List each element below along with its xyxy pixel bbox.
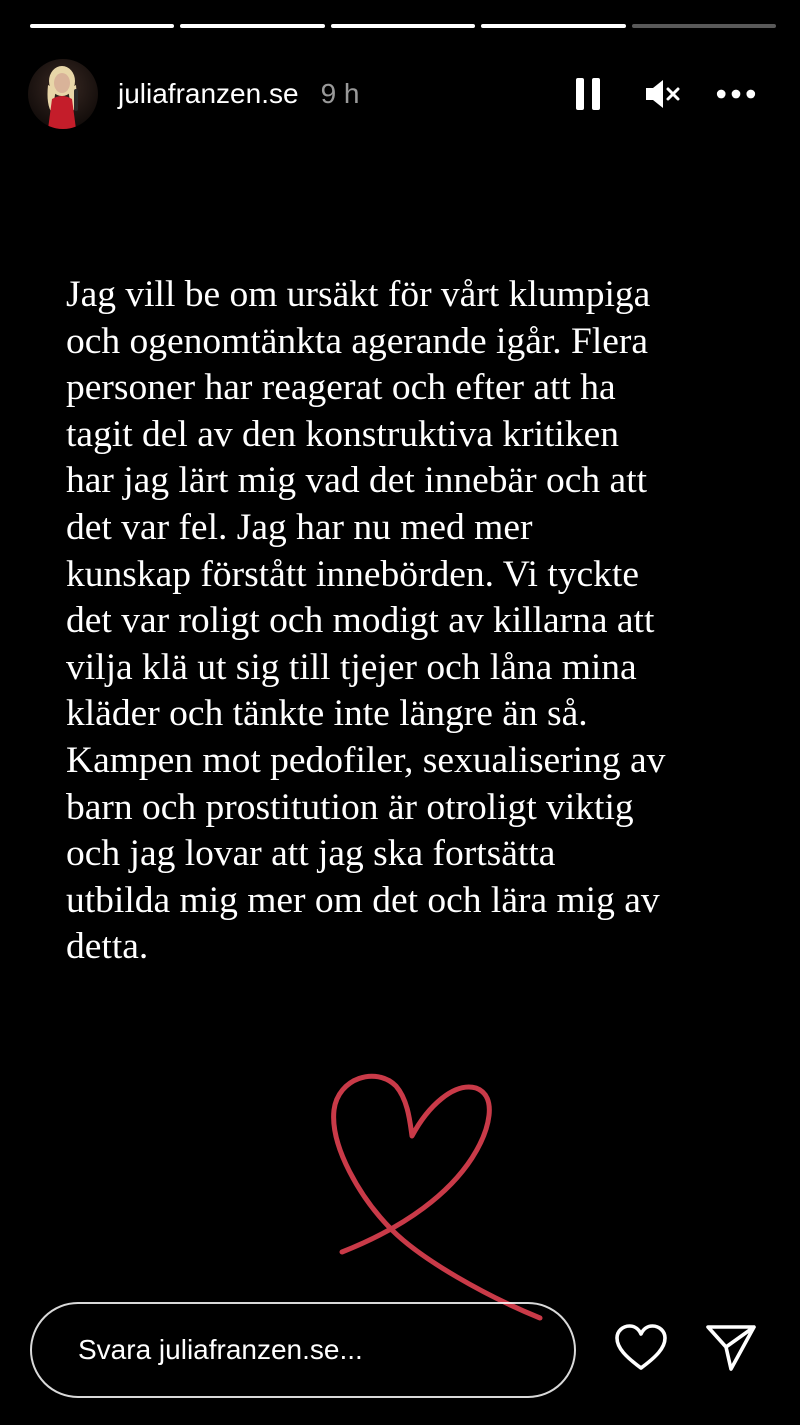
pause-icon[interactable] bbox=[568, 74, 608, 114]
more-icon[interactable] bbox=[716, 74, 756, 114]
post-time: 9 h bbox=[320, 78, 360, 109]
like-icon[interactable] bbox=[613, 1320, 669, 1376]
story-controls bbox=[568, 74, 772, 114]
username[interactable]: juliafranzen.se bbox=[118, 78, 299, 109]
reply-input[interactable] bbox=[30, 1302, 576, 1398]
progress-segment bbox=[632, 24, 776, 28]
mute-icon[interactable] bbox=[642, 74, 682, 114]
story-header bbox=[28, 58, 772, 130]
heart-icon bbox=[326, 1060, 556, 1330]
progress-segment bbox=[180, 24, 324, 28]
story-progress-bar bbox=[30, 24, 776, 30]
progress-segment bbox=[30, 24, 174, 28]
reply-placeholder: Svara juliafranzen.se... bbox=[78, 1334, 363, 1365]
send-icon[interactable] bbox=[703, 1320, 759, 1376]
avatar[interactable] bbox=[28, 59, 98, 129]
progress-segment bbox=[481, 24, 625, 28]
story-text: Jag vill be om ursäkt för vårt klumpiga och ogenomtänkta agerande igår. Flera personer har reagerat och efter att ha tagit del av den konstruktiva kritiken har jag lärt mig vad det innebär och att det var fel. Jag har nu med mer kunskap förstått innebörden. Vi tyckte det var roligt och modigt av killarna att vilja klä ut sig till tjejer och låna mina kläder och tänkte inte längre än så. Kampen mot pedofiler, sexualisering av barn och prostitution är otroligt viktig och jag lovar att jag ska fortsätta utbilda mig mer om det och lära mig av detta. bbox=[66, 274, 666, 968]
progress-segment bbox=[331, 24, 475, 28]
